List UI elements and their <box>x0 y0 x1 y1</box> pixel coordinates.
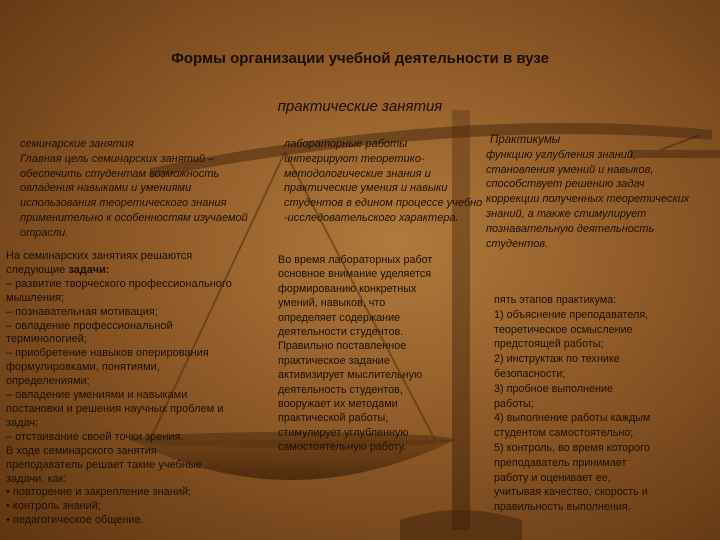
lab-body-line: деятельности студентов. <box>278 326 404 339</box>
seminar-intro <box>20 137 285 241</box>
lab-desc-line: методологические знания и <box>284 167 431 180</box>
stage-line: безопасности; <box>494 367 566 380</box>
seminar-goal-line: применительно к особенностям изучаемой <box>20 211 248 224</box>
seminar-goal-line: отрасли. <box>20 226 69 239</box>
stage-line: 4) выполнение работы каждым <box>494 412 651 425</box>
practicum-desc-line: познавательную деятельность <box>486 222 655 235</box>
practicum-desc-line: функцию углубления знаний, <box>486 148 637 161</box>
stage-line: 2) инструктаж по технике <box>494 353 620 366</box>
lab-body-line: умений, навыков, что <box>278 297 386 310</box>
stage-line: учитывая качество, скорость и <box>494 486 648 499</box>
lab-body-line: основное внимание уделяется <box>278 268 432 281</box>
seminar-body-line: преподаватель решает такие учебные <box>6 458 202 471</box>
lab-body-line: практическое задание <box>278 354 390 367</box>
seminar-body-line: В ходе семинарского занятия <box>6 444 157 457</box>
practicum-desc-line: коррекции полученных теоретических <box>486 193 690 206</box>
stage-line: работу и оценивает ее, <box>494 471 611 484</box>
seminar-tasks-label: задачи: <box>68 263 110 276</box>
practicum-stages <box>494 293 714 515</box>
lab-body-line: Во время лабораторных работ <box>278 254 433 266</box>
stage-line: теоретическое осмысление <box>494 323 633 336</box>
seminar-body <box>6 250 281 528</box>
seminar-body-line: – отстаивание своей точки зрения. <box>6 430 184 443</box>
lab-body-line: стимулирует углубленную <box>278 426 409 439</box>
practicum-desc-line: знаний, а также стимулирует <box>486 207 647 220</box>
seminar-body-line: – овладение профессиональной <box>6 319 173 332</box>
stage-line: 5) контроль, во время которого <box>494 441 650 454</box>
seminar-goal-line: овладения навыками и умениями <box>20 182 192 195</box>
seminar-goal-line: Главная цель семинарских занятий – <box>20 152 215 165</box>
practicum-intro <box>486 133 712 251</box>
page-subtitle: практические занятия <box>277 98 443 115</box>
lab-body <box>278 253 458 455</box>
seminar-goal-line: использования теоретического знания <box>20 197 227 210</box>
lab-body-line: активизирует мыслительную <box>278 369 423 382</box>
stage-line: 3) пробное выполнение <box>494 382 613 395</box>
seminar-body-line: формулировками, понятиями, <box>6 361 160 374</box>
practicum-desc-line: становления умений и навыков, <box>486 163 654 176</box>
seminar-body-line: – приобретение навыков оперирования <box>6 347 209 360</box>
lab-body-line: вооружает их методами <box>278 398 398 411</box>
lab-body-line: самостоятельную работу. <box>278 441 407 454</box>
page-title: Формы организации учебной деятельности в вузе <box>171 50 549 67</box>
lab-intro <box>284 137 489 226</box>
stage-line: предстоящей работы; <box>494 338 604 351</box>
lab-desc-line: -исследовательского характера. <box>284 211 459 224</box>
seminar-body-line <box>6 264 281 278</box>
practicum-heading: Практикумы <box>490 134 561 146</box>
seminar-body-line: терминологией; <box>6 333 87 346</box>
seminar-body-line: задачи, как: <box>6 472 67 485</box>
stage-line: правильность выполнения. <box>494 501 631 514</box>
stage-line: работы; <box>494 397 534 410</box>
lab-desc-line: практические умения и навыки <box>284 182 448 195</box>
seminar-body-line: – овладение умениями и навыками <box>6 389 188 402</box>
lab-body-line: определяет содержание <box>278 311 401 324</box>
stage-line: 1) объяснение преподавателя, <box>494 308 649 321</box>
seminar-body-line: задач; <box>6 416 39 429</box>
seminar-heading: семинарские занятия <box>20 138 134 150</box>
seminar-body-line: На семинарских занятиях решаются <box>6 250 193 262</box>
seminar-body-line: • повторение и закрепление знаний; <box>6 486 192 499</box>
stage-line: преподаватель принимает <box>494 456 627 469</box>
lab-desc-line: интегрируют теоретико- <box>284 152 425 165</box>
seminar-body-line: • контроль знаний; <box>6 500 101 513</box>
practicum-desc-line: студентов. <box>486 237 549 250</box>
lab-body-line: Правильно поставленное <box>278 340 407 353</box>
seminar-body-line: постановки и решения научных проблем и <box>6 402 224 415</box>
lab-body-line: деятельность студентов, <box>278 383 403 396</box>
lab-desc-line: студентов в едином процессе учебно <box>284 197 483 210</box>
seminar-body-text: следующие <box>6 263 69 276</box>
stages-heading: пять этапов практикума: <box>494 294 617 306</box>
seminar-body-line: мышления; <box>6 291 65 304</box>
seminar-body-line: – познавательная мотивация; <box>6 305 158 318</box>
lab-body-line: практической работы, <box>278 412 389 425</box>
seminar-body-line: – развитие творческого профессионального <box>6 277 232 290</box>
stage-line: студентом самостоятельно; <box>494 427 634 440</box>
seminar-body-line: определениями; <box>6 375 90 388</box>
lab-heading: лабораторные работы <box>284 138 408 150</box>
practicum-desc-line: способствует решению задач <box>486 178 645 191</box>
seminar-goal-line: обеспечить студентам возможность <box>20 167 220 180</box>
lab-body-line: формированию конкретных <box>278 282 417 295</box>
seminar-body-line: • педагогическое общение. <box>6 514 144 527</box>
